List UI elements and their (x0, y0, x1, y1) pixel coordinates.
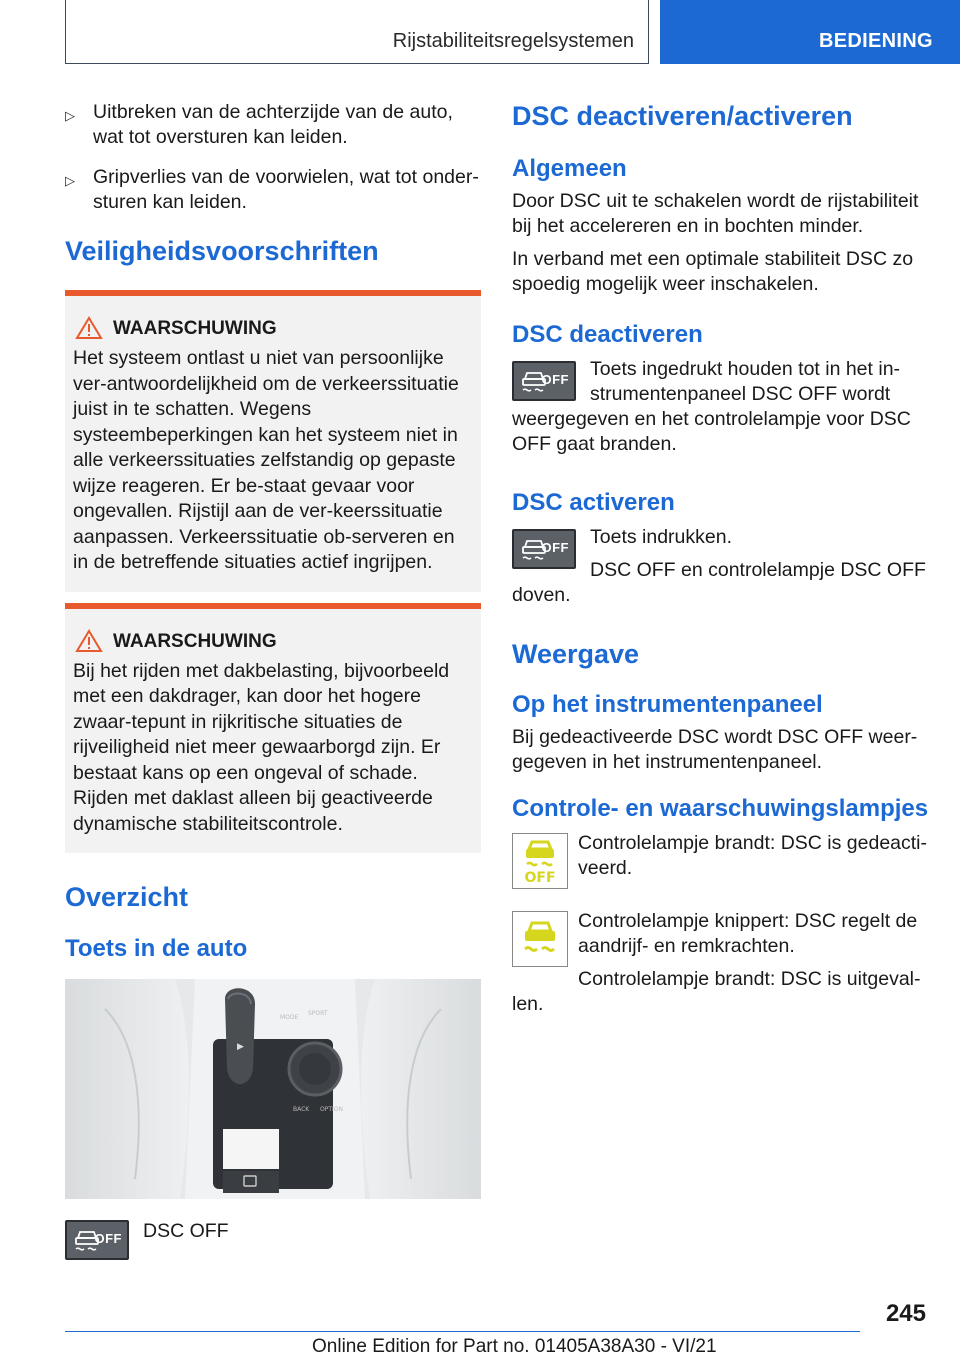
button-off-text: OFF (541, 372, 569, 387)
warning-text: Bij het rijden met dakbelasting, bijvoorbeeld met een dakdrager, kan door het hogere zwaar-tepunt in rijkritische situaties de rijveiligheid niet meer gewaarborgd zijn. Er bestaat kans op een ongeval of schade. Rijden met daklast alleen bij geactiveerde dynamische stabiliteitscontrole. (73, 659, 450, 835)
warning-text: Het systeem ontlast u niet van persoonlijke ver-antwoordelijkheid om de verkeerssituatie juist in te schatten. Wegens systeembeperkingen kan het systeem niet in alle verkeerssituaties zelfstandig op gepaste wijze reageren. Er be-staat gevaar voor ongevallen. Rijstijl aan de ver-keerssituatie aanpassen. Verkeerssituatie ob-serveren en in de betreffende situaties actief ingrijpen. (73, 347, 459, 573)
header-section-title: Rijstabiliteitsregelsystemen (392, 30, 634, 52)
warning-triangle-icon (75, 629, 103, 653)
triangle-bullet-icon: ▷ (65, 173, 75, 188)
button-off-text: OFF (541, 540, 569, 555)
svg-text:▶: ▶ (237, 1042, 244, 1052)
dsc-off-button-row (65, 1215, 481, 1264)
header-chapter-title: BEDIENING (819, 30, 933, 52)
general-heading: Algemeen (512, 155, 627, 182)
center-console-illustration (65, 979, 481, 1199)
display-heading: Weergave (512, 639, 640, 669)
bullet-item: ▷ Uitbreken van de achterzijde van de auto, wat tot oversturen kan leiden. (65, 101, 453, 148)
activate-row (512, 525, 932, 608)
lamp-2-text-2: Controlelampje brandt: DSC is uitgeval-len. (512, 968, 921, 1015)
dsc-warning-lamp-icon (512, 911, 568, 967)
main-heading: DSC deactiveren/activeren (512, 101, 853, 131)
general-paragraph-2: In verband met een optimale stabiliteit DSC zo spoedig mogelijk weer inschakelen. (512, 248, 914, 295)
warning-title: WAARSCHUWING (73, 629, 473, 655)
car-skid-lamp-icon (518, 917, 562, 961)
triangle-bullet-icon: ▷ (65, 108, 75, 123)
deactivate-text: Toets ingedrukt houden tot in het in-strumentenpaneel DSC OFF wordt weergegeven en het controlelampje voor DSC OFF gaat branden. (512, 358, 911, 455)
dsc-off-warning-lamp-icon (512, 833, 568, 889)
page-number: 245 (885, 1300, 926, 1327)
activate-heading: DSC activeren (512, 489, 675, 516)
general-paragraph-1: Door DSC uit te schakelen wordt de rijstabiliteit bij het accelereren en in bochten minder. (512, 190, 919, 237)
deactivate-heading: DSC deactiveren (512, 321, 703, 348)
button-off-text: OFF (94, 1231, 122, 1246)
activate-text-1: Toets indrukken. (590, 526, 732, 548)
dsc-off-label: DSC OFF (143, 1220, 229, 1242)
activate-text-2: DSC OFF en controlelampje DSC OFF doven. (512, 559, 926, 606)
car-skid-off-icon (520, 837, 560, 885)
lamp-2-text-1: Controlelampje knippert: DSC regelt de aandrijf- en remkrachten. (578, 910, 918, 957)
dsc-off-button-icon (512, 361, 576, 401)
lamps-heading: Controle- en waarschuwingslampjes (512, 795, 929, 822)
header-section-tab (65, 0, 649, 64)
photo-label-sport: SPORT (308, 1010, 328, 1017)
overview-heading: Overzicht (65, 882, 189, 912)
photo-label-option: OPTION (320, 1106, 343, 1113)
footer-edition: Online Edition for Part no. 01405A38A30 - VI/21 (312, 1336, 717, 1357)
lamp-off-text: OFF (524, 870, 556, 885)
warning-title: WAARSCHUWING (73, 316, 473, 342)
button-in-car-heading: Toets in de auto (65, 935, 248, 962)
safety-heading: Veiligheidsvoorschriften (65, 236, 379, 266)
warning-box (65, 290, 481, 592)
panel-heading: Op het instrumentenpaneel (512, 691, 823, 718)
footer-divider (65, 1331, 860, 1332)
deactivate-row (512, 357, 932, 457)
warning-triangle-icon (75, 316, 103, 340)
dsc-off-button-icon (512, 529, 576, 569)
right-column (512, 100, 932, 1017)
warning-box (65, 603, 481, 854)
lamp-row-1 (512, 831, 932, 893)
panel-text: Bij gedeactiveerde DSC wordt DSC OFF weer-gegeven in het instrumentenpaneel. (512, 726, 918, 773)
lamp-1-text: Controlelampje brandt: DSC is gedeacti-veerd. (578, 832, 928, 879)
header-chapter-tab (660, 0, 960, 64)
lamp-row-2 (512, 909, 932, 1017)
photo-label-mode: MODE (280, 1014, 299, 1021)
center-console-photo (65, 979, 481, 1199)
photo-label-back: BACK (293, 1106, 310, 1113)
bullet-item: ▷ Gripverlies van de voorwielen, wat tot onder-sturen kan leiden. (65, 166, 479, 213)
left-column (65, 100, 481, 1264)
dsc-off-button-icon (65, 1220, 129, 1260)
